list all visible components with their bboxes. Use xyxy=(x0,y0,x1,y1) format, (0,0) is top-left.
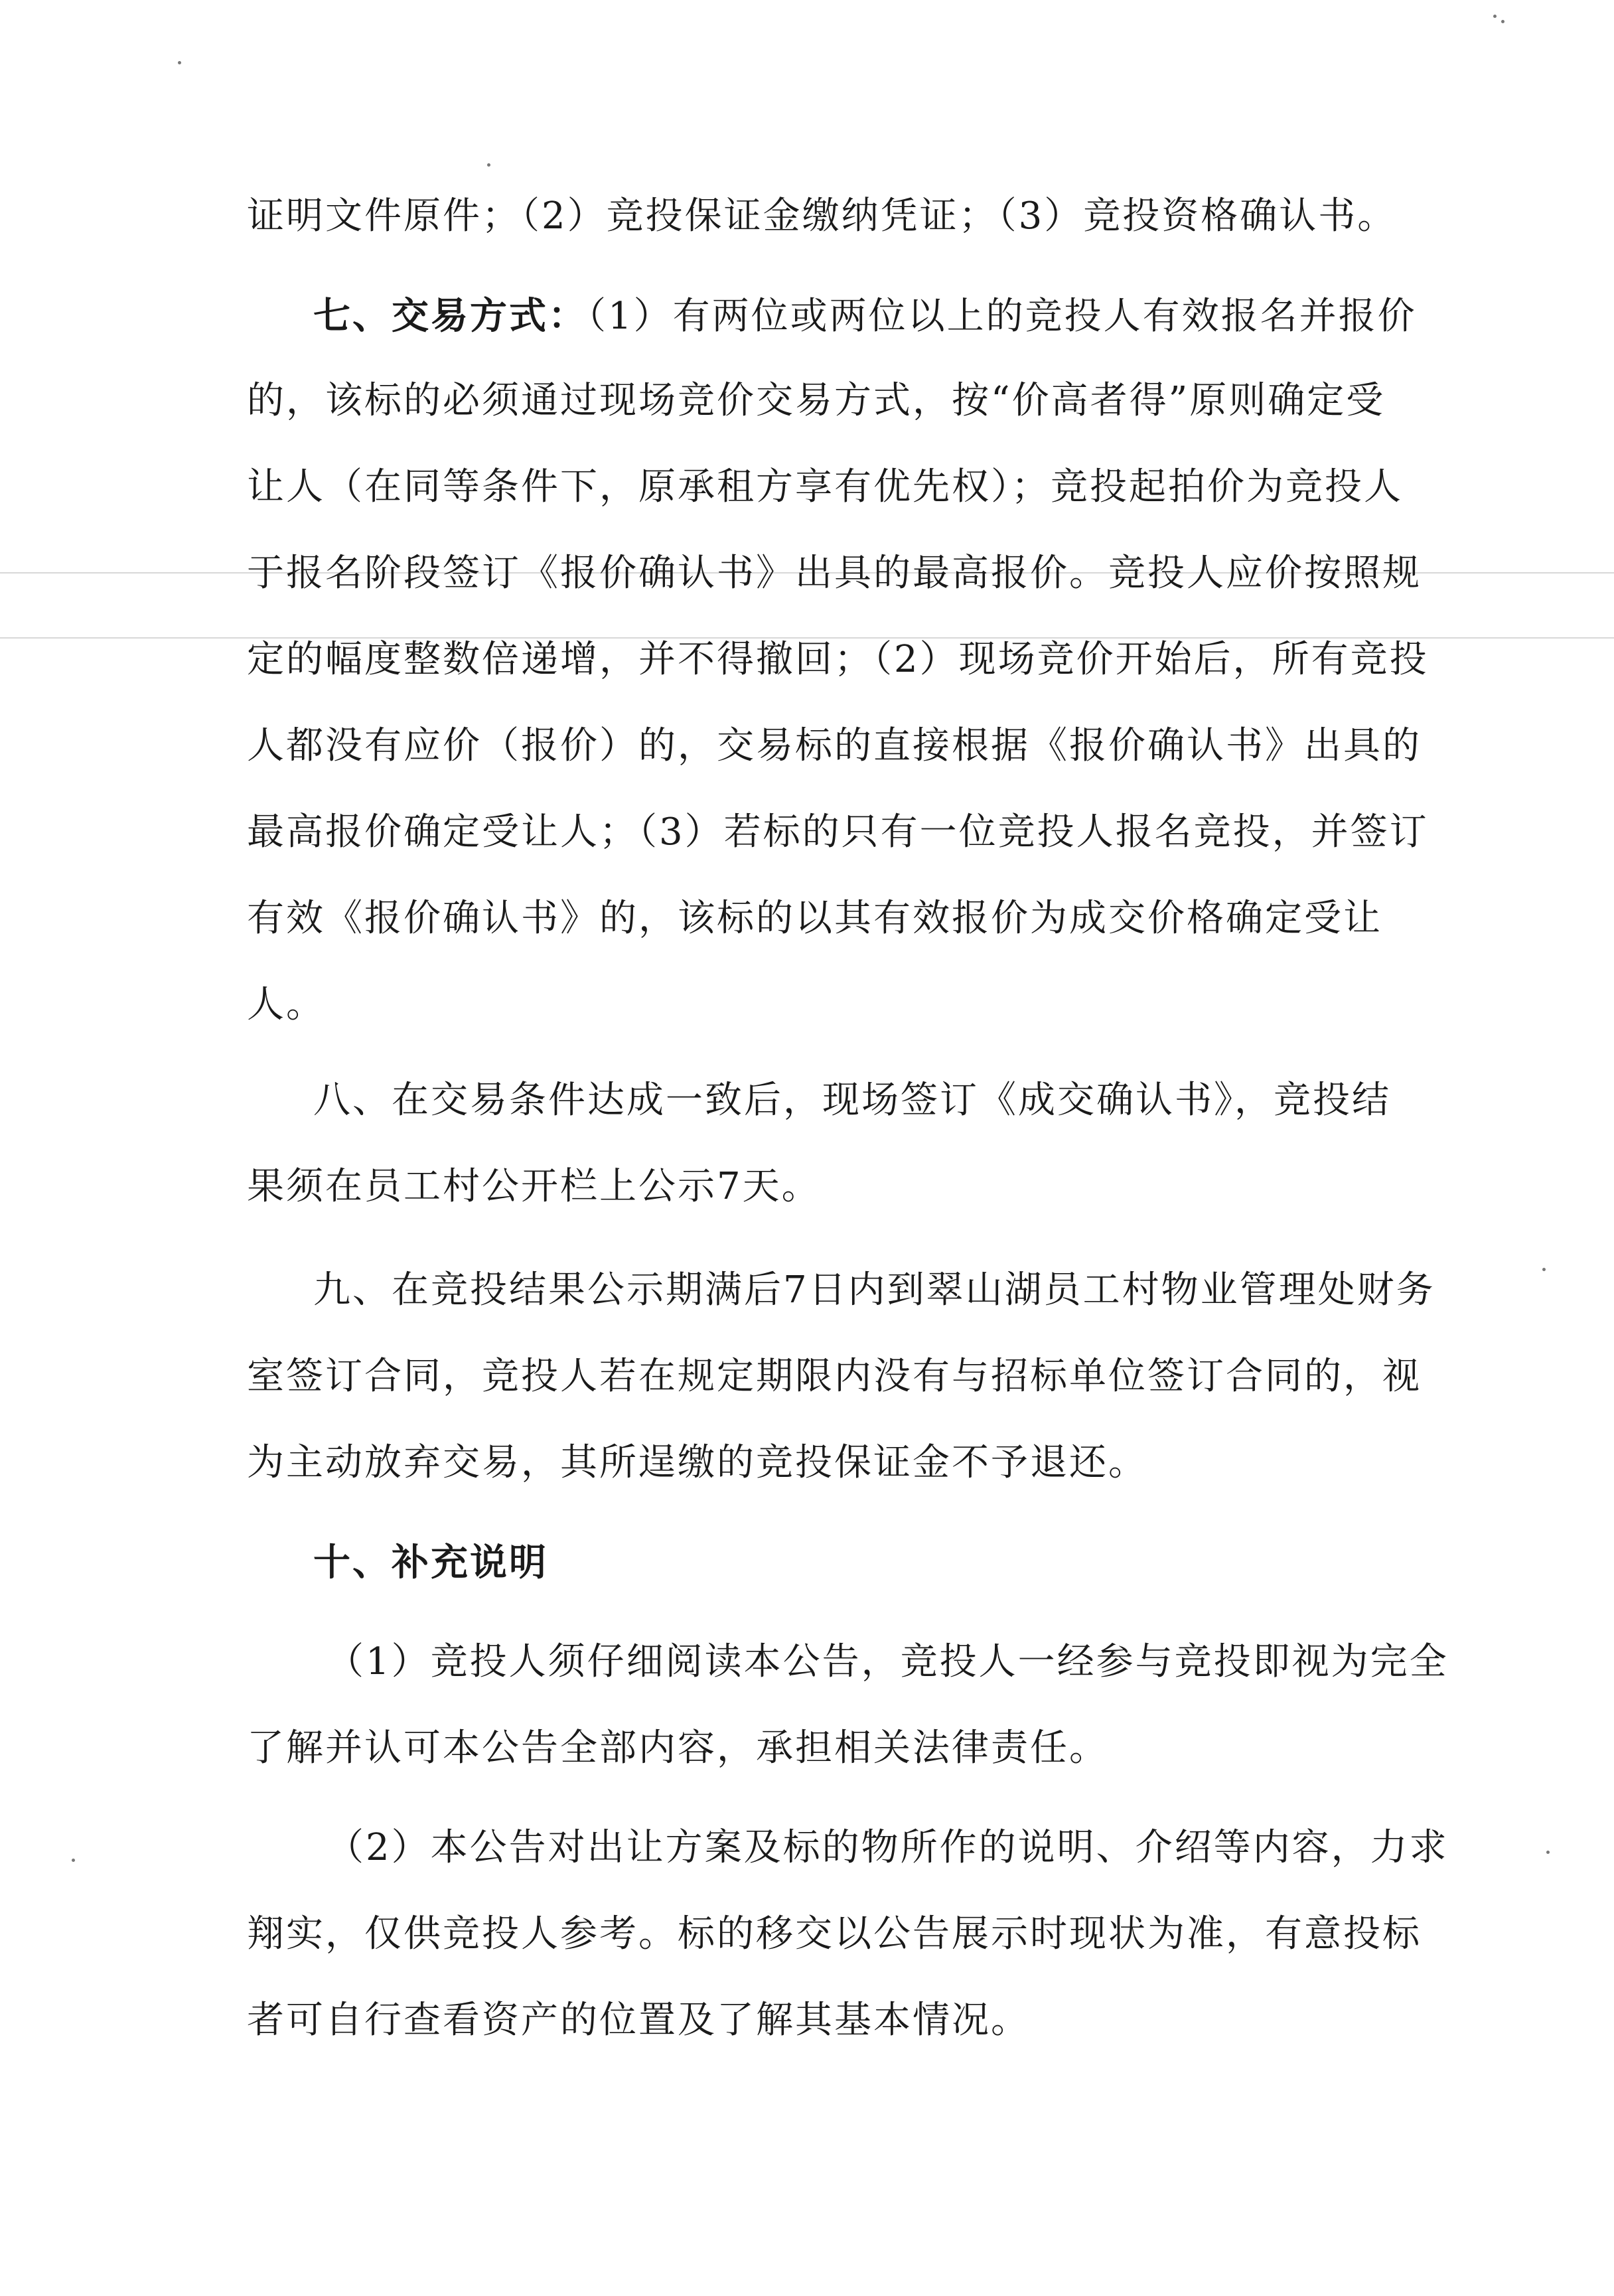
scan-speck xyxy=(72,1859,75,1862)
scan-speck xyxy=(487,163,490,167)
section-7-heading: 七、交易方式： xyxy=(313,294,587,338)
scan-speck xyxy=(1501,20,1504,23)
text-line: 最高报价确定受让人；（3）若标的只有一位竞投人报名竞投，并签订 xyxy=(247,810,1429,854)
section-8-line: 八、在交易条件达成一致后，现场签订《成交确认书》，竞投结 xyxy=(313,1079,1391,1122)
scan-speck xyxy=(1493,15,1497,18)
scan-speck xyxy=(1546,1851,1550,1854)
text-line: 了解并认可本公告全部内容，承担相关法律责任。 xyxy=(247,1726,1108,1770)
text-line: （1）有两位或两位以上的竞投人有效报名并报价 xyxy=(587,295,1417,338)
text-line: 室签订合同，竞投人若在规定期限内没有与招标单位签订合同的，视 xyxy=(247,1355,1422,1398)
text-line: 于报名阶段签订《报价确认书》出具的最高报价。竞投人应价按照规 xyxy=(247,552,1422,595)
text-line: 人。 xyxy=(247,983,325,1026)
text-line: 定的幅度整数倍递增，并不得撤回；（2）现场竞价开始后，所有竞投 xyxy=(247,638,1429,681)
scan-speck xyxy=(1542,1268,1546,1271)
section-9-line: 九、在竞投结果公示期满后7日内到翠山湖员工村物业管理处财务 xyxy=(313,1268,1435,1312)
text-line: 让人（在同等条件下，原承租方享有优先权）；竞投起拍价为竞投人 xyxy=(247,465,1403,508)
section-7-line xyxy=(313,292,1417,341)
text-line: 证明文件原件；（2）竞投保证金缴纳凭证；（3）竞投资格确认书。 xyxy=(247,194,1397,238)
section-10-heading: 十、补充说明 xyxy=(313,1541,548,1584)
supplement-item-2: （2）本公告对出让方案及标的物所作的说明、介绍等内容，力求 xyxy=(327,1826,1449,1869)
text-line: 有效《报价确认书》的，该标的以其有效报价为成交价格确定受让 xyxy=(247,897,1382,940)
supplement-item-1: （1）竞投人须仔细阅读本公告，竞投人一经参与竞投即视为完全 xyxy=(327,1640,1449,1683)
text-line: 果须在员工村公开栏上公示7天。 xyxy=(247,1165,821,1208)
text-line: 翔实，仅供竞投人参考。标的移交以公告展示时现状为准，有意投标 xyxy=(247,1912,1422,1955)
text-line: 的，该标的必须通过现场竞价交易方式，按“价高者得”原则确定受 xyxy=(247,379,1386,422)
text-line: 者可自行查看资产的位置及了解其基本情况。 xyxy=(247,1999,1030,2042)
text-line: 人都没有应价（报价）的，交易标的直接根据《报价确认书》出具的 xyxy=(247,724,1422,767)
scan-speck xyxy=(178,61,181,64)
text-line: 为主动放弃交易，其所逞缴的竞投保证金不予退还。 xyxy=(247,1441,1147,1484)
